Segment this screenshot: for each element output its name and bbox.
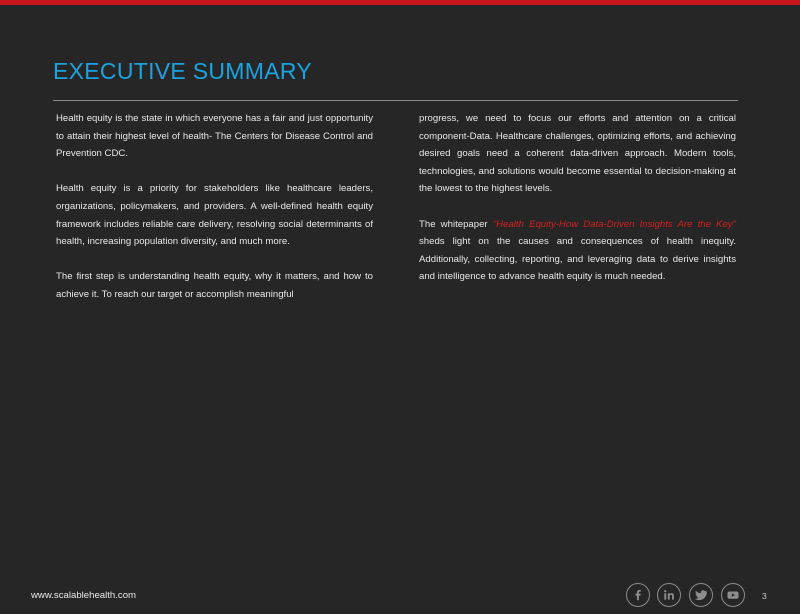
paragraph-prefix: The whitepaper <box>419 218 493 230</box>
paragraph: progress, we need to focus our efforts and attention on a critical component-Data. Healthcare challenges, optimizing efforts, and achieving desired goals need a coherent data-driven approach. Modern tools, technologies, and solutions would become essential to decision-making at the lowest to the highest levels. <box>419 113 736 195</box>
facebook-icon[interactable] <box>626 583 650 607</box>
top-accent-bar <box>0 0 800 5</box>
right-column <box>419 110 736 304</box>
website-url[interactable]: www.scalablehealth.com <box>31 590 137 601</box>
left-column <box>56 110 373 321</box>
title-divider <box>53 100 738 101</box>
youtube-icon[interactable] <box>721 583 745 607</box>
whitepaper-title-link[interactable]: "Health Equity-How Data-Driven Insights Are the Key" <box>492 218 736 230</box>
paragraph-suffix: sheds light on the causes and consequences of health inequity. Additionally, collecting, reporting, and leveraging data to derive insights and intelligence to advance health equity is much needed. <box>419 236 736 283</box>
linkedin-icon[interactable] <box>657 583 681 607</box>
paragraph: The first step is understanding health equity, why it matters, and how to achieve it. To reach our target or accomplish meaningful <box>56 271 373 300</box>
twitter-icon[interactable] <box>689 583 713 607</box>
paragraph: Health equity is a priority for stakeholders like healthcare leaders, organizations, policymakers, and providers. A well-defined health equity framework includes reliable care delivery, resolving social determinants of health, increasing population diversity, and much more. <box>56 183 373 248</box>
paragraph <box>419 216 736 286</box>
paragraph: Health equity is the state in which everyone has a fair and just opportunity to attain their highest level of health- The Centers for Disease Control and Prevention CDC. <box>56 113 373 160</box>
page-title: EXECUTIVE SUMMARY <box>53 58 312 84</box>
page-number: 3 <box>762 591 767 601</box>
